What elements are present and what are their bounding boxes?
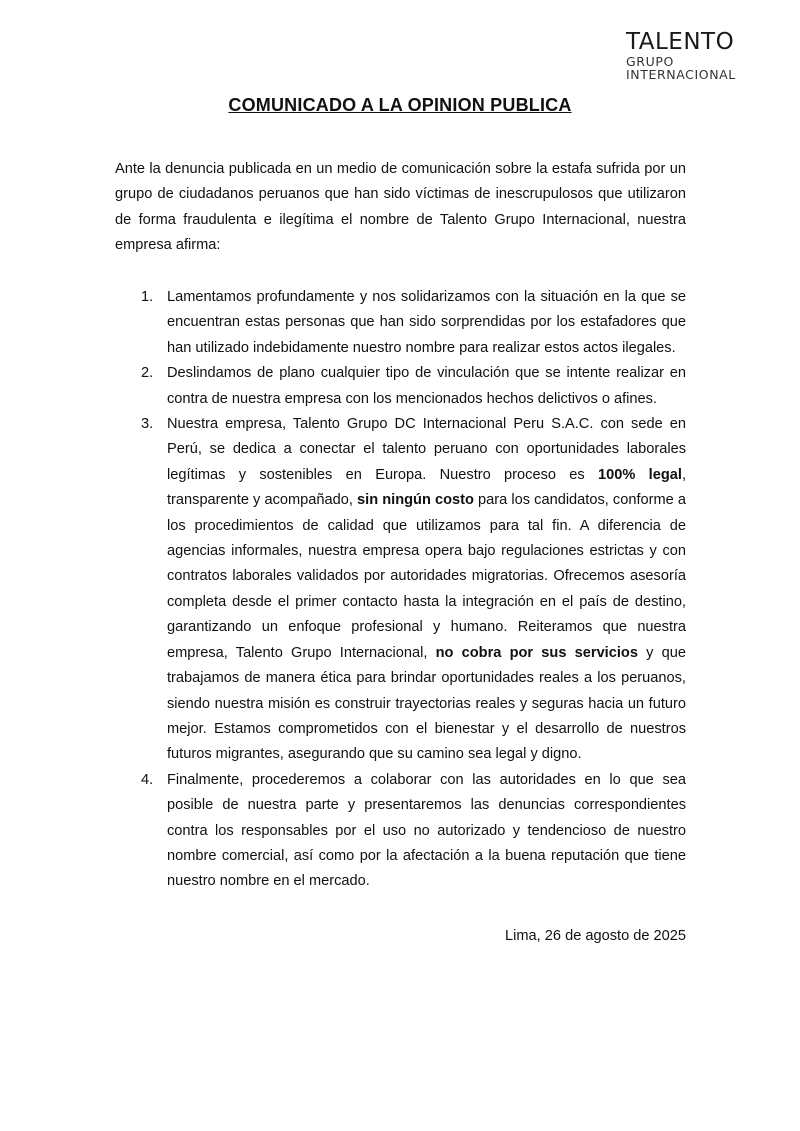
document-title: COMUNICADO A LA OPINION PUBLICA (228, 95, 572, 115)
bold-legal: 100% legal (598, 466, 682, 483)
list-item (115, 412, 686, 768)
logo-line-internacional: INTERNACIONAL (626, 67, 736, 82)
intro-paragraph: Ante la denuncia publicada en un medio de comunicación sobre la estafa sufrida por un grupo de ciudadanos peruanos que han sido víctimas de inescrupulosos que utilizaron de forma fraudulenta e ilegítima el nombre de Talento Grupo Internacional, nuestra empresa afirma: (115, 161, 686, 254)
list-item (115, 768, 686, 895)
list-item-text (167, 416, 686, 762)
bold-no-charge: no cobra por sus servicios (435, 644, 638, 661)
company-logo (626, 30, 756, 81)
list-item-number: 3. (141, 416, 154, 433)
list-item-number: 1. (141, 289, 154, 305)
bold-no-cost: sin ningún costo (357, 492, 474, 509)
list-item-number: 2. (141, 365, 154, 382)
list-item (115, 361, 686, 412)
text-segment: y que trabajamos de manera ética para brindar oportunidades reales a los peruanos, siendo nuestra misión es construir trayectorias reales y seguras hacia un futuro mejor. Estamos comprometidos con el bienestar y el desarrollo de nuestros futuros migrantes, asegurando que su camino sea legal y digno. (167, 644, 687, 763)
list-item-text: Deslindamos de plano cualquier tipo de vinculación que se intente realizar en contra de nuestra empresa con los mencionados hechos delictivos o afines. (167, 365, 686, 407)
logo-wordmark: TALENTO (626, 29, 735, 55)
text-segment: para los candidatos, conforme a los procedimientos de calidad que utilizamos para tal fin. A diferencia de agencias informales, nuestra empresa opera bajo regulaciones estrictas y con contratos laborales validados por autoridades migratorias. Ofrecemos asesoría completa desde el primer contacto hasta la integración en el país de destino, garantizando un enfoque profesional y humano. Reiteramos que nuestra empresa, Talento Grupo Internacional, (167, 492, 687, 661)
list-item-number: 4. (141, 771, 154, 788)
statement-list (115, 285, 686, 895)
text-segment: , transparente y acompañado, (167, 466, 686, 509)
list-item-text: Lamentamos profundamente y nos solidarizamos con la situación en la que se encuentran estas personas que han sido sorprendidas por los estafadores que han utilizado indebidamente nuestro nombre para realizar estos actos ilegales. (167, 289, 686, 356)
text-segment: Nuestra empresa, Talento Grupo DC Internacional Peru S.A.C. con sede en Perú, se dedica a conectar el talento peruano con oportunidades laborales legítimas y sostenibles en Europa. Nuestro proceso es (167, 416, 686, 483)
document-date: Lima, 26 de agosto de 2025 (505, 928, 686, 944)
logo-line-grupo: GRUPO (626, 54, 674, 69)
list-item (115, 285, 686, 361)
list-item-text: Finalmente, procederemos a colaborar con las autoridades en lo que sea posible de nuestra parte y presentaremos las denuncias correspondientes contra los responsables por el uso no autorizado y tendencioso de nuestro nombre comercial, así como por la afectación a la buena reputación que tiene nuestro nombre en el mercado. (167, 771, 686, 890)
